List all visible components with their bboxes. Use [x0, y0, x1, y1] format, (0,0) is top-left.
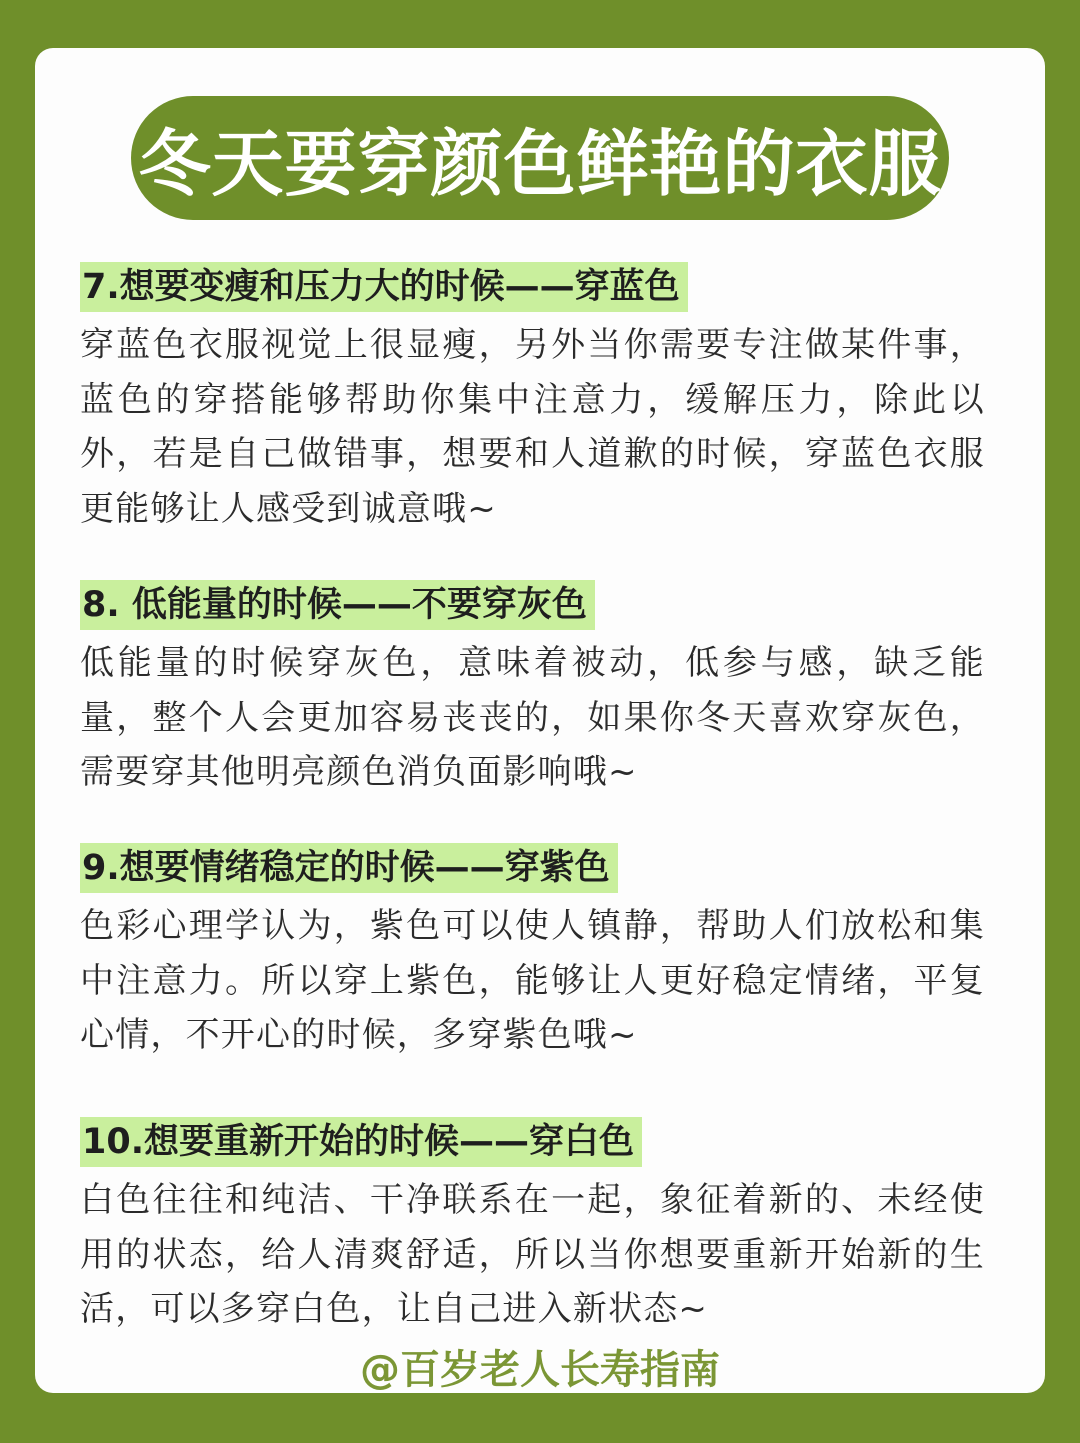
section-heading: 9.想要情绪稳定的时候——穿紫色 [80, 843, 618, 893]
author-watermark: @百岁老人长寿指南 [360, 1347, 720, 1393]
title-banner [131, 96, 949, 220]
section-gray [80, 580, 985, 800]
section-heading: 10.想要重新开始的时候——穿白色 [80, 1117, 642, 1167]
section-heading: 7.想要变瘦和压力大的时候——穿蓝色 [80, 262, 688, 312]
section-white [80, 1117, 985, 1337]
section-body: 穿蓝色衣服视觉上很显瘦，另外当你需要专注做某件事，蓝色的穿搭能够帮助你集中注意力，缓解压力，除此以外，若是自己做错事，想要和人道歉的时候，穿蓝色衣服更能够让人感受到诚意哦~ [80, 325, 985, 529]
section-body: 白色往往和纯洁、干净联系在一起，象征着新的、未经使用的状态，给人清爽舒适，所以当你想要重新开始新的生活，可以多穿白色，让自己进入新状态~ [80, 1180, 985, 1329]
section-blue [80, 262, 985, 536]
section-purple [80, 843, 985, 1063]
section-body: 低能量的时候穿灰色，意味着被动，低参与感，缺乏能量，整个人会更加容易丧丧的，如果你冬天喜欢穿灰色，需要穿其他明亮颜色消负面影响哦~ [80, 643, 985, 792]
page-title: 冬天要穿颜色鲜艳的衣服 [138, 122, 942, 206]
section-body: 色彩心理学认为，紫色可以使人镇静，帮助人们放松和集中注意力。所以穿上紫色，能够让人更好稳定情绪，平复心情，不开心的时候，多穿紫色哦~ [80, 906, 985, 1055]
section-heading: 8. 低能量的时候——不要穿灰色 [80, 580, 595, 630]
